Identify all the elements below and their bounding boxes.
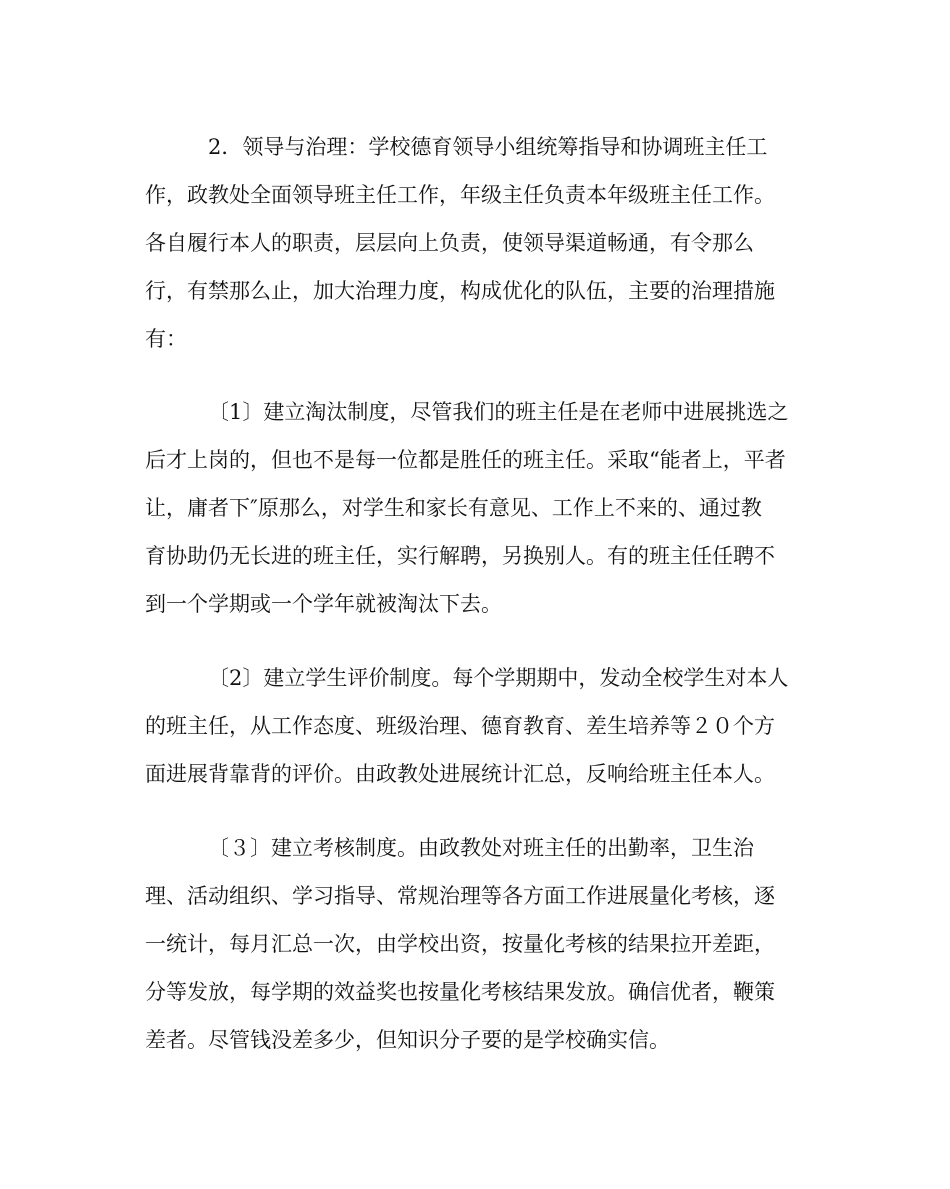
paragraph-1-line-1: 2．领导与治理：学校德育领导小组统筹指导和协调班主任工 xyxy=(208,135,768,159)
paragraph-1-line-3: 各自履行本人的职责，层层向上负责，使领导渠道畅通，有令那么 xyxy=(145,231,754,255)
paragraph-4-line-2: 理、活动组织、学习指导、常规治理等各方面工作进展量化考核，逐 xyxy=(145,884,775,908)
paragraph-2-line-1: 〔1〕建立淘汰制度，尽管我们的班主任是在老师中进展挑选之 xyxy=(208,400,789,424)
paragraph-1-line-2: 作，政教处全面领导班主任工作，年级主任负责本年级班主任工作。 xyxy=(145,183,775,207)
paragraph-2-line-5: 到一个学期或一个学年就被淘汰下去。 xyxy=(145,592,502,616)
paragraph-1-line-4: 行，有禁那么止，加大治理力度，构成优化的队伍，主要的治理措施 xyxy=(145,279,775,303)
paragraph-4-line-3: 一统计，每月汇总一次，由学校出资，按量化考核的结果拉开差距， xyxy=(145,932,775,956)
paragraph-3-line-3: 面进展背靠背的评价。由政教处进展统计汇总，反响给班主任本人。 xyxy=(145,762,775,786)
paragraph-4-line-1: 〔３〕建立考核制度。由政教处对班主任的出勤率，卫生治 xyxy=(208,836,754,860)
paragraph-2-line-3: 让，庸者下″原那么，对学生和家长有意见、工作上不来的、通过教 xyxy=(145,496,762,520)
paragraph-2-line-2: 后才上岗的，但也不是每一位都是胜任的班主任。采取“能者上，平者 xyxy=(145,448,786,472)
paragraph-4-line-4: 分等发放，每学期的效益奖也按量化考核结果发放。确信优者，鞭策 xyxy=(145,980,775,1004)
paragraph-3-line-1: 〔2〕建立学生评价制度。每个学期期中，发动全校学生对本人 xyxy=(208,666,789,690)
paragraph-4-line-5: 差者。尽管钱没差多少，但知识分子要的是学校确实信。 xyxy=(145,1028,670,1052)
paragraph-3-line-2: 的班主任，从工作态度、班级治理、德育教育、差生培养等２０个方 xyxy=(145,714,775,738)
paragraph-1-line-5: 有： xyxy=(145,327,187,351)
paragraph-2-line-4: 育协助仍无长进的班主任，实行解聘，另换别人。有的班主任任聘不 xyxy=(145,544,775,568)
